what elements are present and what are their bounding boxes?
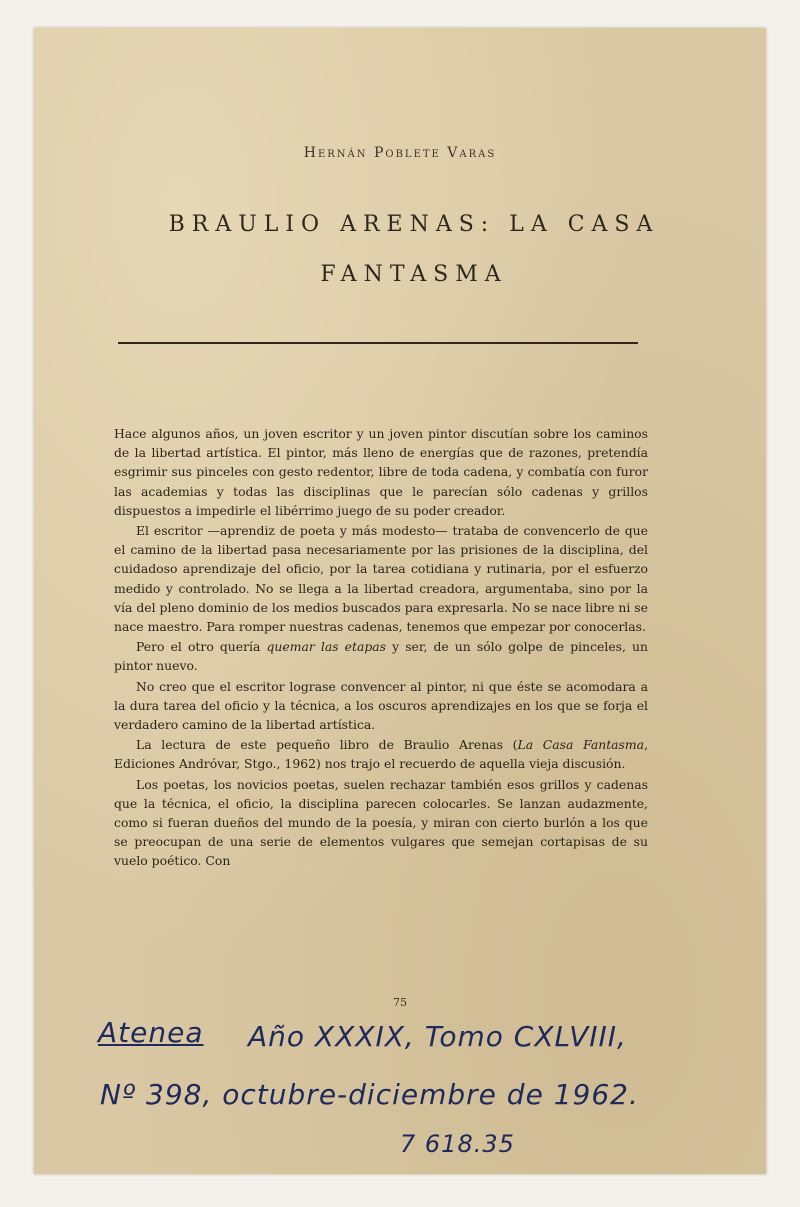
paragraph-6: Los poetas, los novicios poetas, suelen rechazar también esos grillos y cadenas que la técnica, el oficio, la disciplina parecen colocarles. Se lanzan audazmente, como si fueran dueños del mundo de la poesía, y miran con cierto burlón a los que se preocupan de una serie de elementos vulgares que semejan cortapisas de su vuelo poético. Con	[114, 776, 648, 869]
handwritten-journal-name: Atenea	[98, 1016, 204, 1049]
title-divider	[118, 342, 638, 344]
document-page	[34, 28, 766, 1174]
paragraph-5: La lectura de este pequeño libro de Braulio Arenas (La Casa Fantasma, Ediciones Andróvar, Stgo., 1962) nos trajo el recuerdo de aquella vieja discusión.	[114, 737, 649, 772]
paragraph-2: El escritor —aprendiz de poeta y más modesto— trataba de convencerlo de que el camino de la libertad pasa necesariamente por las prisiones de la disciplina, del cuidadoso aprendizaje del oficio, por la tarea cotidiana y rutinaria, por el esfuerzo medido y controlado. No se llega a la libertad creadora, argumentaba, sino por la vía del pleno dominio de los medios buscados para expresarla. No se nace libre ni se nace maestro. Para romper nuestras cadenas, tenemos que empezar por conocerlas.	[114, 523, 648, 635]
paragraph-4: No creo que el escritor lograse convencer al pintor, ni que éste se acomodara a la dura tarea del oficio y la técnica, a los oscuros aprendizajes en los que se forja el verdadero camino de la libertad artística.	[114, 678, 648, 733]
title-line-1: BRAULIO ARENAS: LA CASA	[168, 212, 660, 237]
paragraph-1: Hace algunos años, un joven escritor y un joven pintor discutían sobre los caminos de la libertad artística. El pintor, más lleno de energías que de razones, pretendía esgrimir sus pinceles con gesto redentor, libre de toda cadena, y combatía con furor las academias y todas las disciplinas que le parecían sólo cadenas y grillos dispuestos a impedirle el libérrimo juego de su poder creador.	[114, 426, 648, 518]
article-title	[104, 200, 724, 300]
italic-phrase: quemar las etapas	[266, 639, 387, 655]
handwritten-catalog-number: 7 618.35	[400, 1130, 515, 1158]
handwritten-issue: Nº 398, octubre-diciembre de 1962.	[100, 1078, 639, 1111]
paragraph-3: Pero el otro quería quemar las etapas y ser, de un sólo golpe de pinceles, un pintor nuevo.	[114, 639, 649, 674]
article-body	[114, 424, 648, 872]
author-name: Hernán Poblete Varas	[303, 145, 497, 161]
page-number: 75	[393, 996, 407, 1009]
book-title: La Casa Fantasma	[517, 737, 645, 753]
title-line-2: FANTASMA	[320, 262, 508, 287]
handwritten-volume: Año XXXIX, Tomo CXLVIII,	[248, 1020, 627, 1053]
